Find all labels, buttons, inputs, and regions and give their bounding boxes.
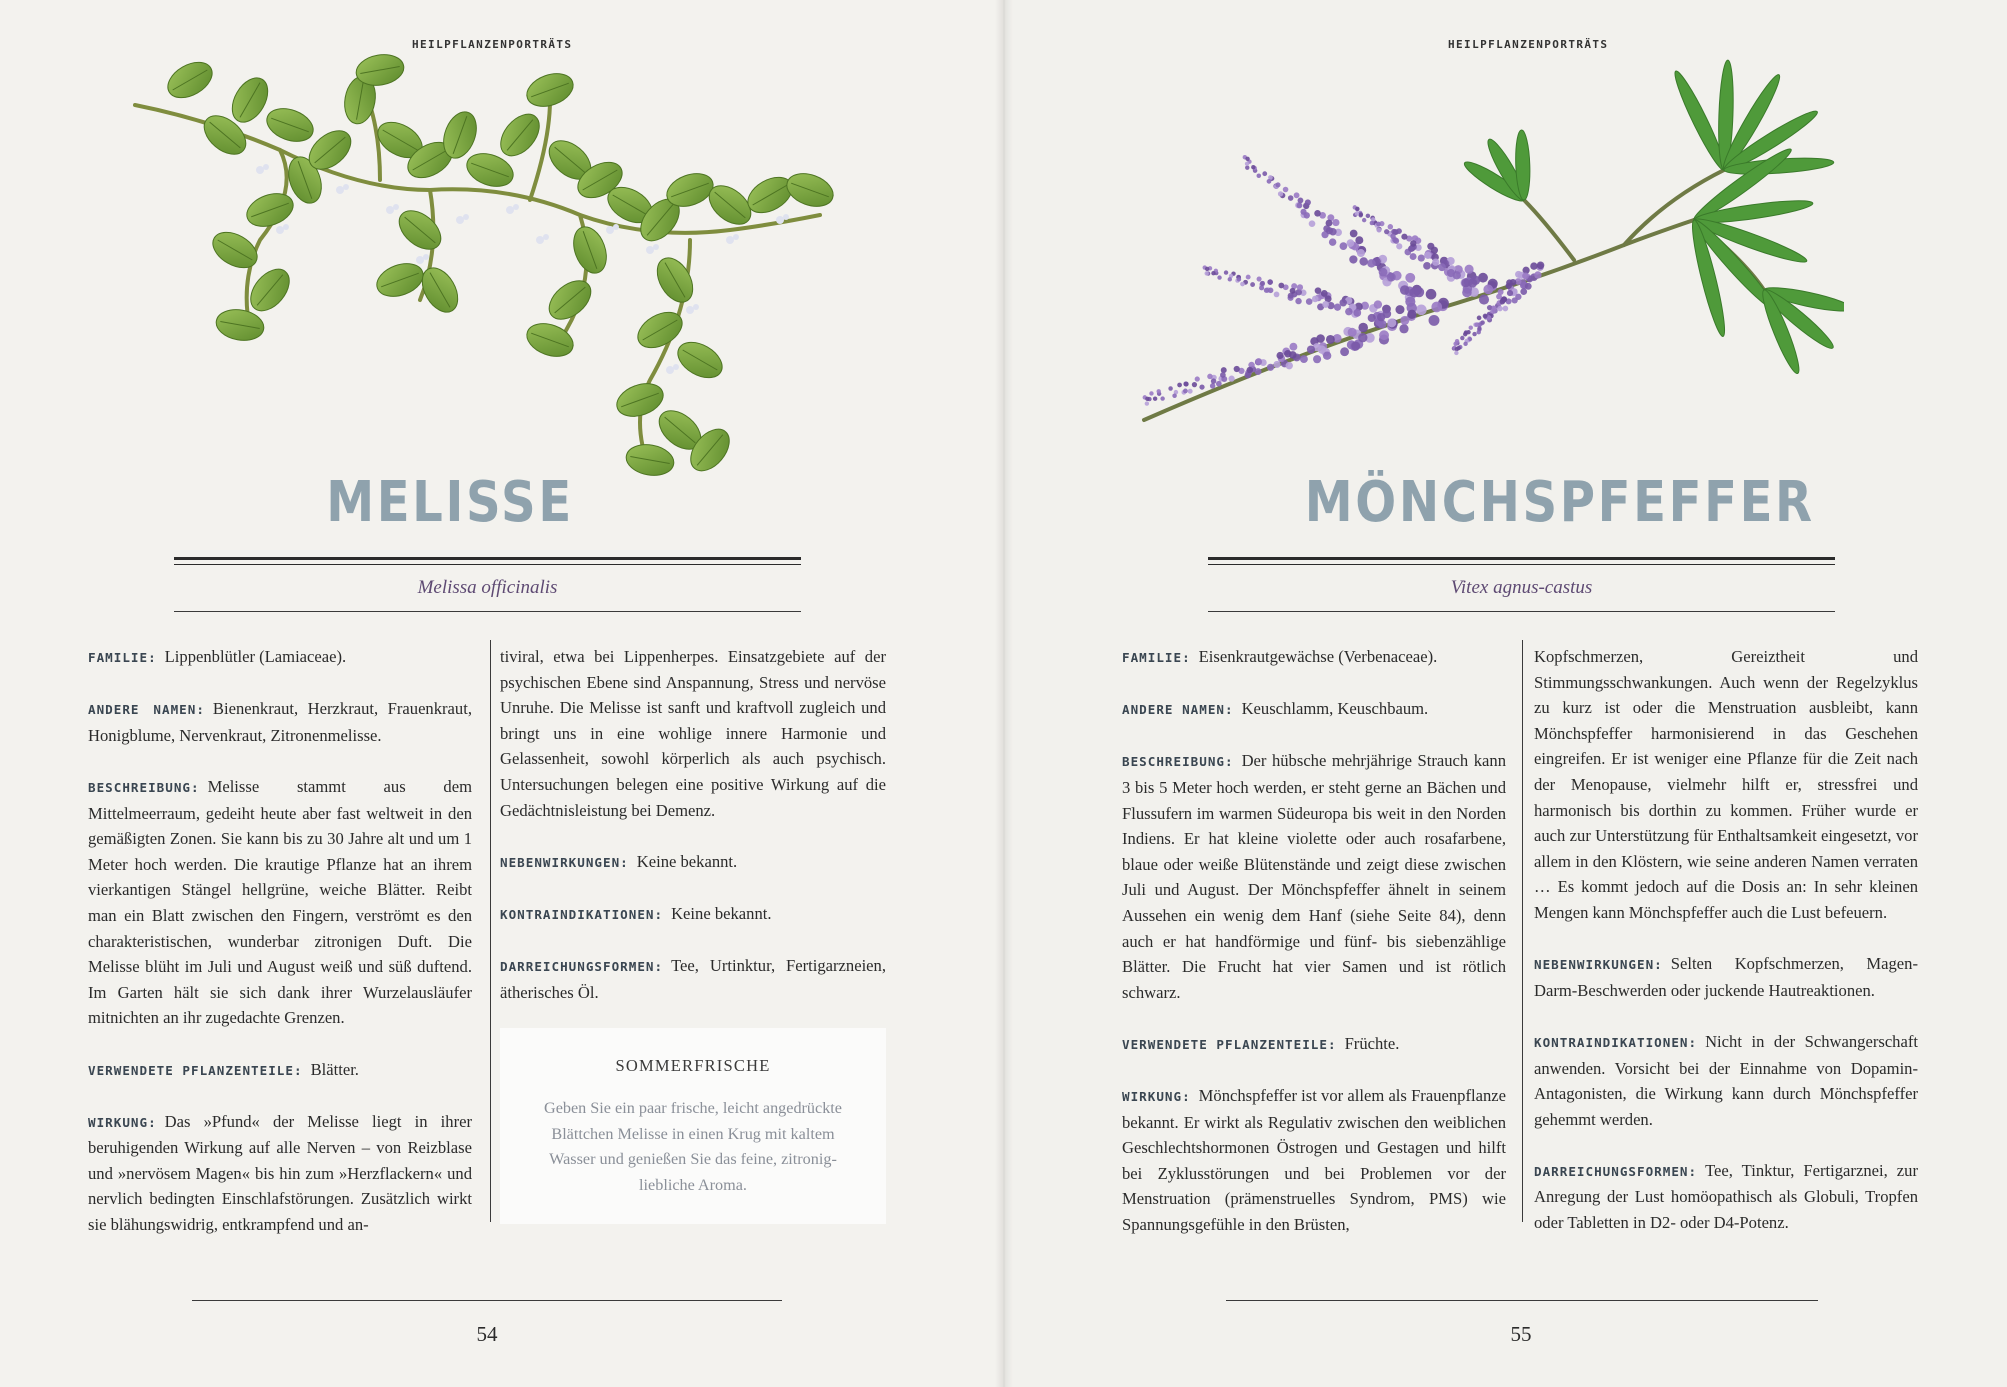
text-column-1 [88,644,472,1263]
pflanzenteile-text: Früchte. [1344,1033,1400,1053]
page-number: 54 [476,1322,498,1346]
wirkung-text: Das »Pfund« der Melisse liegt in ihrer beruhigenden Wirkung auf alle Nerven – von Reizblase und »nervösem Magen« bis hin zum »Herzflackern« und nervlich bedingten Einschlafstörungen. Zusätzlich wirkt sie blähungswidrig, entkrampfend und an- [88,1111,472,1235]
beschreibung-text: Melisse stammt aus dem Mittelmeerraum, gedeiht heute aber fast weltweit in den gemäßigten Zonen. Sie kann bis zu 30 Jahre alt und um 1 Meter hoch werden. Die krautige Pflanze hat an ihrem vierkantigen Stängel hellgrüne, weiche Blätter. Reibt man ein Blatt zwischen den Fingern, verströmt es den charakteristischen, wunderbar zitronigen Duft. Die Melisse blüht im Juli und August weiß und süß duftend. Im Garten hält sie sich dank ihrer Wurzelausläufer mitnichten an ihr zugedachte Grenzen. [88,776,472,1028]
andere-namen-entry [88,696,472,748]
darreichungsformen-text: Tee, Urtinktur, Fertigarzneien, ätherisches Öl. [500,956,886,1002]
kontraindikationen-label: KONTRAINDIKATIONEN: [500,906,664,922]
tip-box-text: Geben Sie ein paar frische, leicht angedrückte Blättchen Melisse in einen Krug mit kaltem Wasser und genießen Sie das feine, zitronig-liebliche Aroma. [544,1099,842,1194]
pflanzenteile-label: VERWENDETE PFLANZENTEILE: [88,1062,303,1078]
beschreibung-label: BESCHREIBUNG: [88,779,200,795]
book-gutter-shadow [995,0,1013,1387]
right-page [1004,0,2007,1387]
kontraindikationen-label: KONTRAINDIKATIONEN: [1534,1034,1698,1050]
pflanzenteile-entry [1122,1031,1506,1058]
wirkung-continued: tiviral, etwa bei Lippenherpes. Einsatzgebiete auf der psychischen Ebene sind Anspannung, Stress und nervöse Unruhe. Die Melisse ist sanft und kraftvoll zugleich und bringt uns in eine wohlige innere Harmonie und Gelassenheit, sowohl körperlich als auch psychisch. Untersuchungen belegen eine positive Wirkung auf die Gedächtnisleistung bei Demenz. [500,647,886,820]
latin-rule [1208,611,1835,612]
title-double-rule [174,557,801,560]
andere-namen-label: ANDERE NAMEN: [88,702,205,718]
kontraindikationen-text: Nicht in der Schwangerschaft anwenden. Vorsicht bei der Einnahme von Dopamin-Antagonisten, die Wirkung kann durch Mönchspfeffer gehemmt werden. [1534,1031,1918,1129]
familie-entry [1122,644,1506,671]
wirkung-continued: Kopfschmerzen, Gereiztheit und Stimmungsschwankungen. Auch wenn der Regelzyklus zu kurz ist oder die Menstruation ausbleibt, kann Mönchspfeffer harmonisierend in das Geschehen eingreifen. Er ist weniger eine Pflanze für die Zeit nach der Menopause, vielmehr hilft er, stressfrei und harmonisch bis dorthin zu kommen. Früher wurde er auch zur Unterstützung für Enthaltsamkeit eingesetzt, vor allem in den Klöstern, wie seine anderen Namen verraten … Es kommt jedoch auf die Dosis an: In sehr kleinen Mengen kann Mönchspfeffer auch die Lust befeuern. [1534,647,1918,922]
nebenwirkungen-entry [500,849,886,876]
column-divider [490,640,491,1222]
nebenwirkungen-label: NEBENWIRKUNGEN: [1534,957,1663,973]
nebenwirkungen-label: NEBENWIRKUNGEN: [500,854,629,870]
lemon-balm-sprig-illustration [130,40,870,520]
andere-namen-text: Bienenkraut, Herzkraut, Frauenkraut, Honigblume, Nervenkraut, Zitronenmelisse. [88,699,472,745]
pflanzenteile-entry [88,1057,472,1084]
beschreibung-label: BESCHREIBUNG: [1122,754,1234,770]
andere-namen-label: ANDERE NAMEN: [1122,702,1234,718]
latin-rule [174,611,801,612]
beschreibung-entry [88,774,472,1031]
nebenwirkungen-text: Selten Kopfschmerzen, Magen-Darm-Beschwerden oder juckende Hautreaktionen. [1534,954,1918,1000]
title-double-rule [1208,557,1835,560]
nebenwirkungen-text: Keine bekannt. [636,851,738,871]
plant-title: MELISSE [326,470,574,535]
kontraindikationen-text: Keine bekannt. [671,903,772,923]
latin-name: Vitex agnus-castus [1450,577,1593,598]
footer-rule [192,1300,782,1301]
tip-box-title: SOMMERFRISCHE [615,1056,771,1075]
darreichungsformen-entry [500,953,886,1005]
pflanzenteile-text: Blätter. [310,1059,359,1079]
darreichungsformen-text: Tee, Tinktur, Fertigarznei, zur Anregung der Lust homöopathisch als Globuli, Tropfen oder Tabletten in D2- oder D4-Potenz. [1534,1160,1918,1233]
wirkung-text: Mönchspfeffer ist vor allem als Frauenpflanze bekannt. Er wirkt als Regulativ zwischen den weiblichen Geschlechtshormonen Östrogen und Gestagen und hilft bei Zyklusstörungen und bei Problemen vor der Menstruation (prämenstruelles Syndrom, PMS) wie Spannungsgefühle in den Brüsten, [1122,1086,1506,1235]
kontraindikationen-entry [500,901,886,928]
darreichungsformen-label: DARREICHUNGSFORMEN: [1534,1163,1698,1179]
darreichungsformen-label: DARREICHUNGSFORMEN: [500,959,664,975]
chaste-tree-sprig-illustration [1104,20,1844,470]
text-column-2 [1534,644,1918,1261]
andere-namen-entry [1122,696,1506,723]
beschreibung-entry [1122,748,1506,1005]
beschreibung-text: Der hübsche mehrjährige Strauch kann 3 bis 5 Meter hoch werden, er steht gerne an Bächen und Flussufern im warmen Südeuropa bis weit in den Norden Indiens. Er hat kleine violette oder auch rosafarbene, blaue oder weiße Blütenstände und zeigt diese zwischen Juli und August. Der Mönchspfeffer ähnelt in seinem Aussehen ein wenig dem Hanf (siehe Seite 84), denn auch er hat handförmige und fünf- bis siebenzählige Blätter. Die Frucht hat vier Samen und ist rötlich schwarz. [1122,751,1506,1002]
page-number: 55 [1510,1322,1532,1346]
footer-rule [1226,1300,1818,1301]
familie-label: FAMILIE: [88,650,157,665]
running-head: HEILPFLANZENPORTRÄTS [1448,38,1609,51]
wirkung-label: WIRKUNG: [1122,1089,1191,1105]
familie-entry [88,644,472,671]
familie-label: FAMILIE: [1122,650,1191,665]
kontraindikationen-entry [1534,1029,1918,1132]
left-page [0,0,1003,1387]
wirkung-label: WIRKUNG: [88,1114,157,1130]
nebenwirkungen-entry [1534,951,1918,1003]
familie-text: Lippenblütler (Lamiaceae). [164,647,347,666]
column-divider [1522,640,1523,1222]
text-column-1 [1122,644,1506,1263]
latin-name: Melissa officinalis [417,577,558,598]
wirkung-entry [1122,1083,1506,1238]
wirkung-entry [88,1109,472,1238]
plant-title: MÖNCHSPFEFFER [1304,470,1815,535]
pflanzenteile-label: VERWENDETE PFLANZENTEILE: [1122,1036,1337,1052]
text-column-2 [500,644,886,1031]
darreichungsformen-entry [1534,1158,1918,1236]
tip-box [500,1028,886,1224]
running-head: HEILPFLANZENPORTRÄTS [412,38,573,51]
familie-text: Eisenkrautgewächse (Verbenaceae). [1198,647,1438,666]
andere-namen-text: Keuschlamm, Keuschbaum. [1241,699,1429,719]
